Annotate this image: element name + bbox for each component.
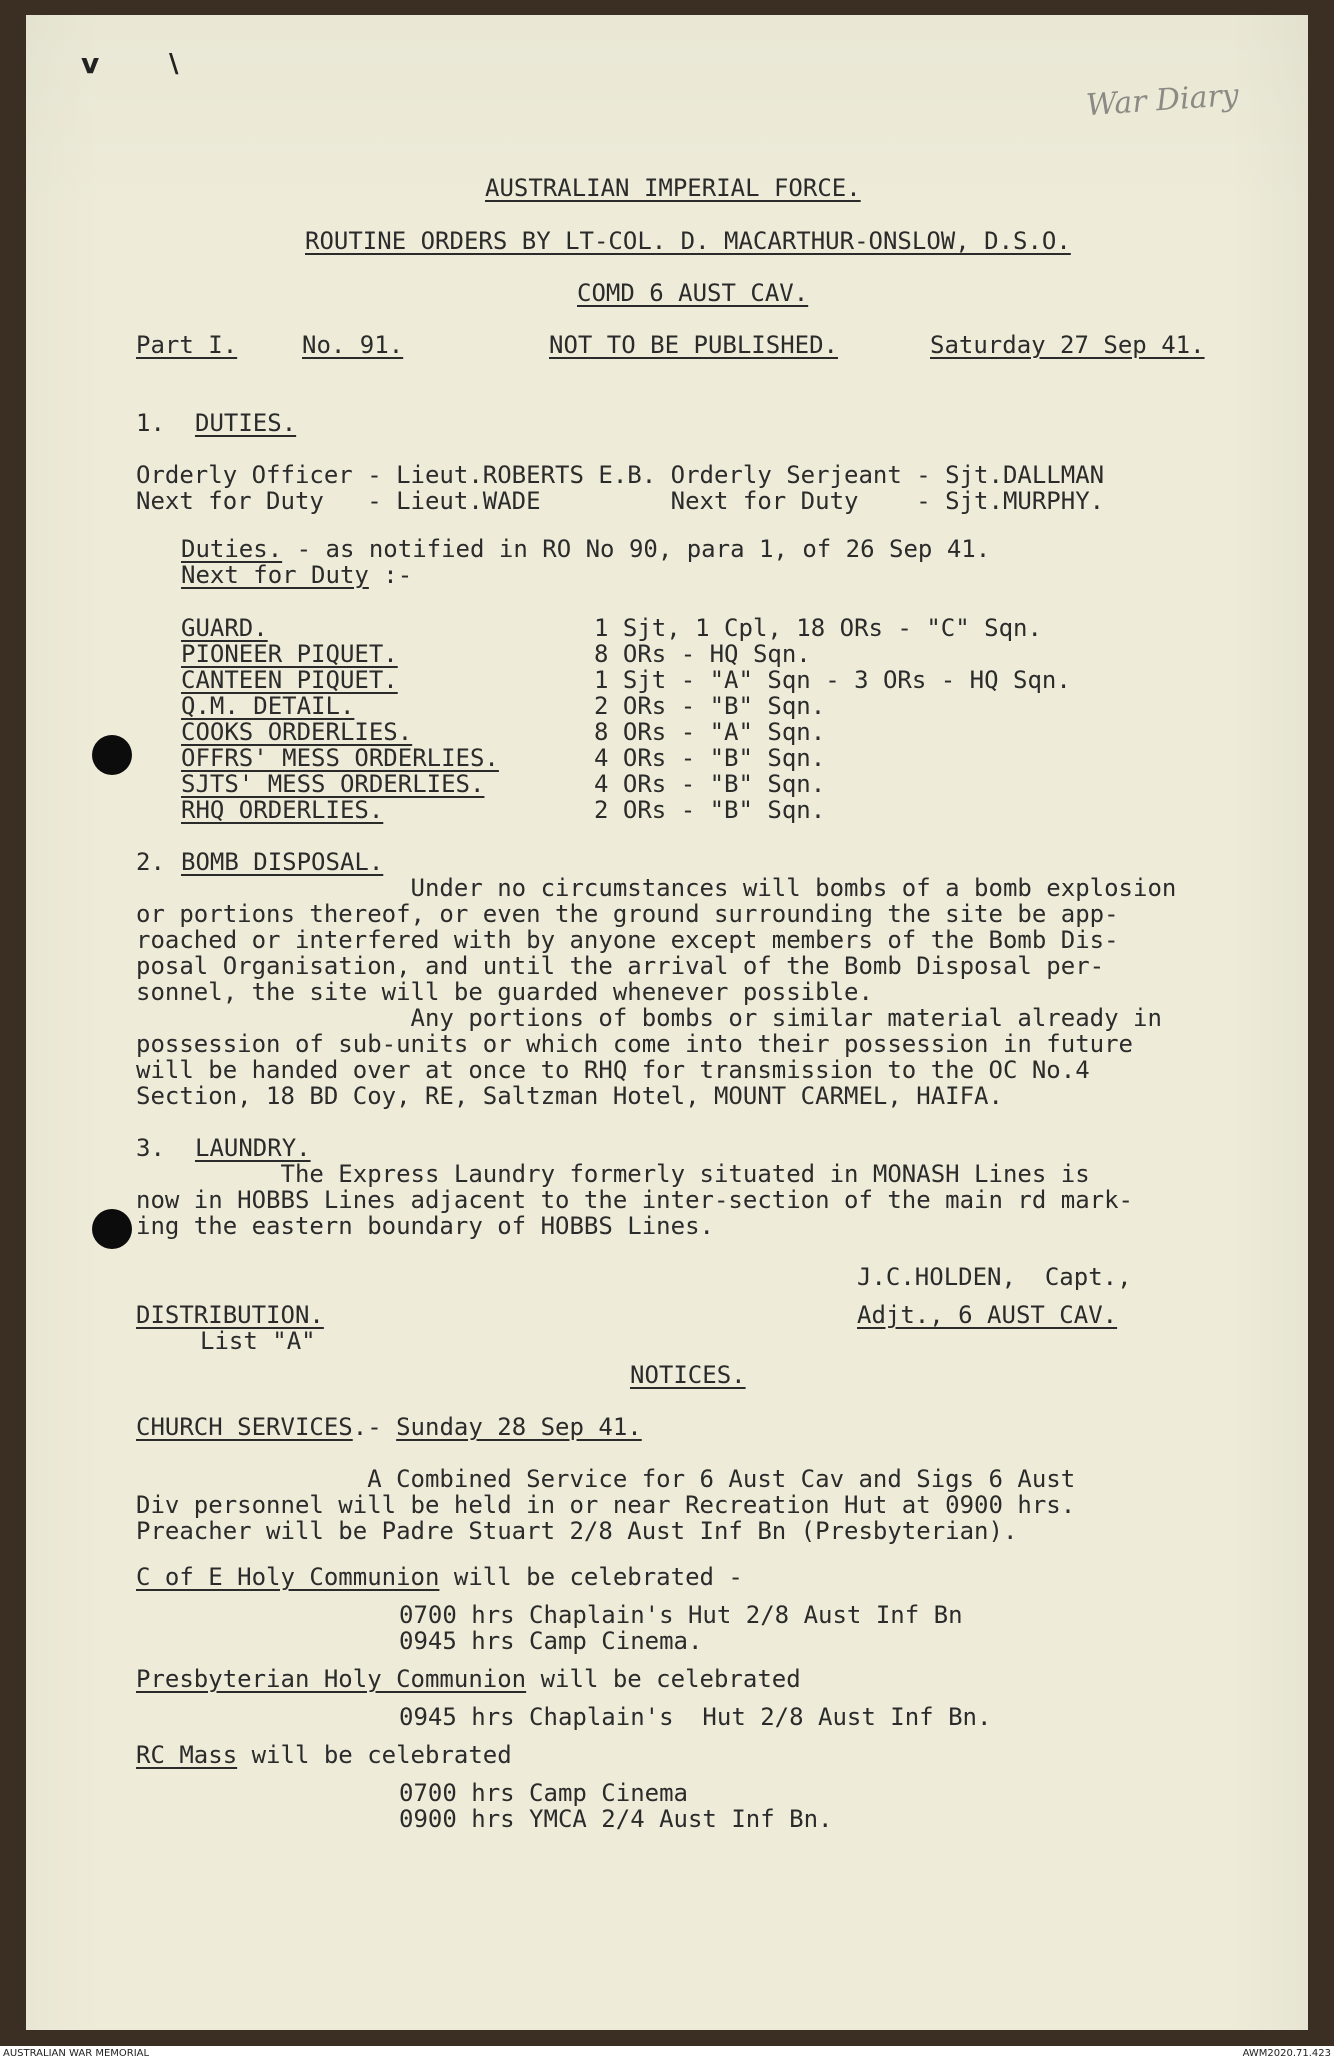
rc-mass-line	[136, 1742, 512, 1768]
signatory-title: Adjt., 6 AUST CAV.	[857, 1301, 1118, 1329]
cofe-text: will be celebrated -	[439, 1563, 743, 1591]
duty-detail: 2 ORs - "B" Sqn.	[594, 796, 826, 824]
punch-hole-upper	[92, 735, 132, 775]
next-for-duty-line: Next for Duty - Lieut.WADE Next for Duty - Sjt.MURPHY.	[136, 487, 1105, 515]
section2-line: Any portions of bombs or similar material already in	[136, 1004, 1162, 1032]
archive-footer	[0, 2048, 1334, 2061]
distribution-label	[136, 1302, 324, 1328]
combined-service-line: A Combined Service for 6 Aust Cav and Sigs 6 Aust	[136, 1465, 1076, 1493]
duty-name: RHQ ORDERLIES.	[181, 796, 384, 824]
header-force: AUSTRALIAN IMPERIAL FORCE.	[485, 174, 861, 202]
church-services-line	[136, 1414, 642, 1440]
rc-mass-text: will be celebrated	[237, 1741, 512, 1769]
header-number: No. 91.	[302, 331, 404, 359]
punch-hole-lower	[92, 1209, 132, 1249]
footer-accession: AWM2020.71.423	[1242, 2048, 1331, 2059]
section2-line: or portions thereof, or even the ground surrounding the site be app-	[136, 900, 1119, 928]
duty-detail: 1 Sjt - "A" Sqn - 3 ORs - HQ Sqn.	[594, 666, 1071, 694]
section1-heading: DUTIES.	[195, 409, 297, 437]
notices-heading: NOTICES.	[630, 1361, 746, 1389]
footer-institution: AUSTRALIAN WAR MEMORIAL	[3, 2048, 150, 2059]
section2-line: possession of sub-units or which come into their possession in future	[136, 1030, 1133, 1058]
section2-heading: BOMB DISPOSAL.	[181, 848, 384, 876]
duty-name: PIONEER PIQUET.	[181, 640, 398, 668]
distribution-list: List "A"	[200, 1327, 316, 1355]
section3-line: ing the eastern boundary of HOBBS Lines.	[136, 1212, 714, 1240]
next-duty-heading	[181, 562, 412, 588]
section2-line: sonnel, the site will be guarded whenever possible.	[136, 978, 873, 1006]
duty-detail: 8 ORs - HQ Sqn.	[594, 640, 811, 668]
header-date: Saturday 27 Sep 41.	[930, 331, 1205, 359]
duty-detail: 8 ORs - "A" Sqn.	[594, 718, 826, 746]
handwritten-annotation: War Diary	[1084, 77, 1240, 124]
section2-line: will be handed over at once to RHQ for transmission to the OC No.4	[136, 1056, 1090, 1084]
corner-stroke-mark: \	[169, 49, 179, 79]
duty-detail: 2 ORs - "B" Sqn.	[594, 692, 826, 720]
duty-name: SJTS' MESS ORDERLIES.	[181, 770, 485, 798]
duty-detail: 4 ORs - "B" Sqn.	[594, 744, 826, 772]
combined-service-line: Preacher will be Padre Stuart 2/8 Aust Inf Bn (Presbyterian).	[136, 1517, 1018, 1545]
duty-name: Q.M. DETAIL.	[181, 692, 355, 720]
section3-line: now in HOBBS Lines adjacent to the inter-section of the main rd mark-	[136, 1186, 1133, 1214]
duties-label: Duties.	[181, 535, 283, 563]
combined-service-line: Div personnel will be held in or near Recreation Hut at 0900 hrs.	[136, 1491, 1076, 1519]
presbyterian-time: 0945 hrs Chaplain's Hut 2/8 Aust Inf Bn.	[399, 1703, 992, 1731]
presbyterian-label: Presbyterian Holy Communion	[136, 1665, 527, 1693]
document-page	[26, 15, 1308, 2030]
next-duty-label: Next for Duty	[181, 561, 369, 589]
section2-line: roached or interfered with by anyone except members of the Bomb Dis-	[136, 926, 1119, 954]
section3-heading: LAUNDRY.	[195, 1134, 311, 1162]
signatory-name: J.C.HOLDEN, Capt.,	[857, 1263, 1132, 1291]
section2-line: Section, 18 BD Coy, RE, Saltzman Hotel, MOUNT CARMEL, HAIFA.	[136, 1082, 1003, 1110]
duty-name: COOKS ORDERLIES.	[181, 718, 413, 746]
duty-name: GUARD.	[181, 614, 268, 642]
cofe-time: 0945 hrs Camp Cinema.	[399, 1627, 703, 1655]
duty-name: OFFRS' MESS ORDERLIES.	[181, 744, 499, 772]
duties-line	[181, 536, 990, 562]
header-orders: ROUTINE ORDERS BY LT-COL. D. MACARTHUR-ONSLOW, D.S.O.	[305, 227, 1071, 255]
rc-mass-label: RC Mass	[136, 1741, 238, 1769]
next-duty-suffix: :-	[368, 561, 413, 589]
church-services-label: CHURCH SERVICES	[136, 1413, 353, 1441]
duty-name: CANTEEN PIQUET.	[181, 666, 398, 694]
cofe-line	[136, 1564, 743, 1590]
cofe-time: 0700 hrs Chaplain's Hut 2/8 Aust Inf Bn	[399, 1601, 963, 1629]
header-restriction: NOT TO BE PUBLISHED.	[549, 331, 838, 359]
presbyterian-text: will be celebrated	[526, 1665, 801, 1693]
cofe-label: C of E Holy Communion	[136, 1563, 440, 1591]
presbyterian-line	[136, 1666, 801, 1692]
header-part: Part I.	[136, 331, 238, 359]
duty-detail: 4 ORs - "B" Sqn.	[594, 770, 826, 798]
section3-number: 3.	[136, 1134, 165, 1162]
distribution-heading: DISTRIBUTION.	[136, 1301, 324, 1329]
corner-tick-mark: v	[81, 47, 100, 80]
section2-line: posal Organisation, and until the arrival of the Bomb Disposal per-	[136, 952, 1105, 980]
header-command: COMD 6 AUST CAV.	[577, 279, 809, 307]
section3-line: The Express Laundry formerly situated in MONASH Lines is	[136, 1160, 1090, 1188]
orderly-officers-line: Orderly Officer - Lieut.ROBERTS E.B. Orderly Serjeant - Sjt.DALLMAN	[136, 461, 1105, 489]
church-services-date: Sunday 28 Sep 41.	[396, 1413, 642, 1441]
duty-detail: 1 Sjt, 1 Cpl, 18 ORs - "C" Sqn.	[594, 614, 1042, 642]
section1-number: 1.	[136, 409, 165, 437]
duties-text: - as notified in RO No 90, para 1, of 26 Sep 41.	[282, 535, 991, 563]
rc-mass-time: 0900 hrs YMCA 2/4 Aust Inf Bn.	[399, 1805, 833, 1833]
section2-line: Under no circumstances will bombs of a bomb explosion	[136, 874, 1177, 902]
rc-mass-time: 0700 hrs Camp Cinema	[399, 1779, 688, 1807]
church-services-sep: .-	[352, 1413, 397, 1441]
section2-number: 2.	[136, 848, 165, 876]
